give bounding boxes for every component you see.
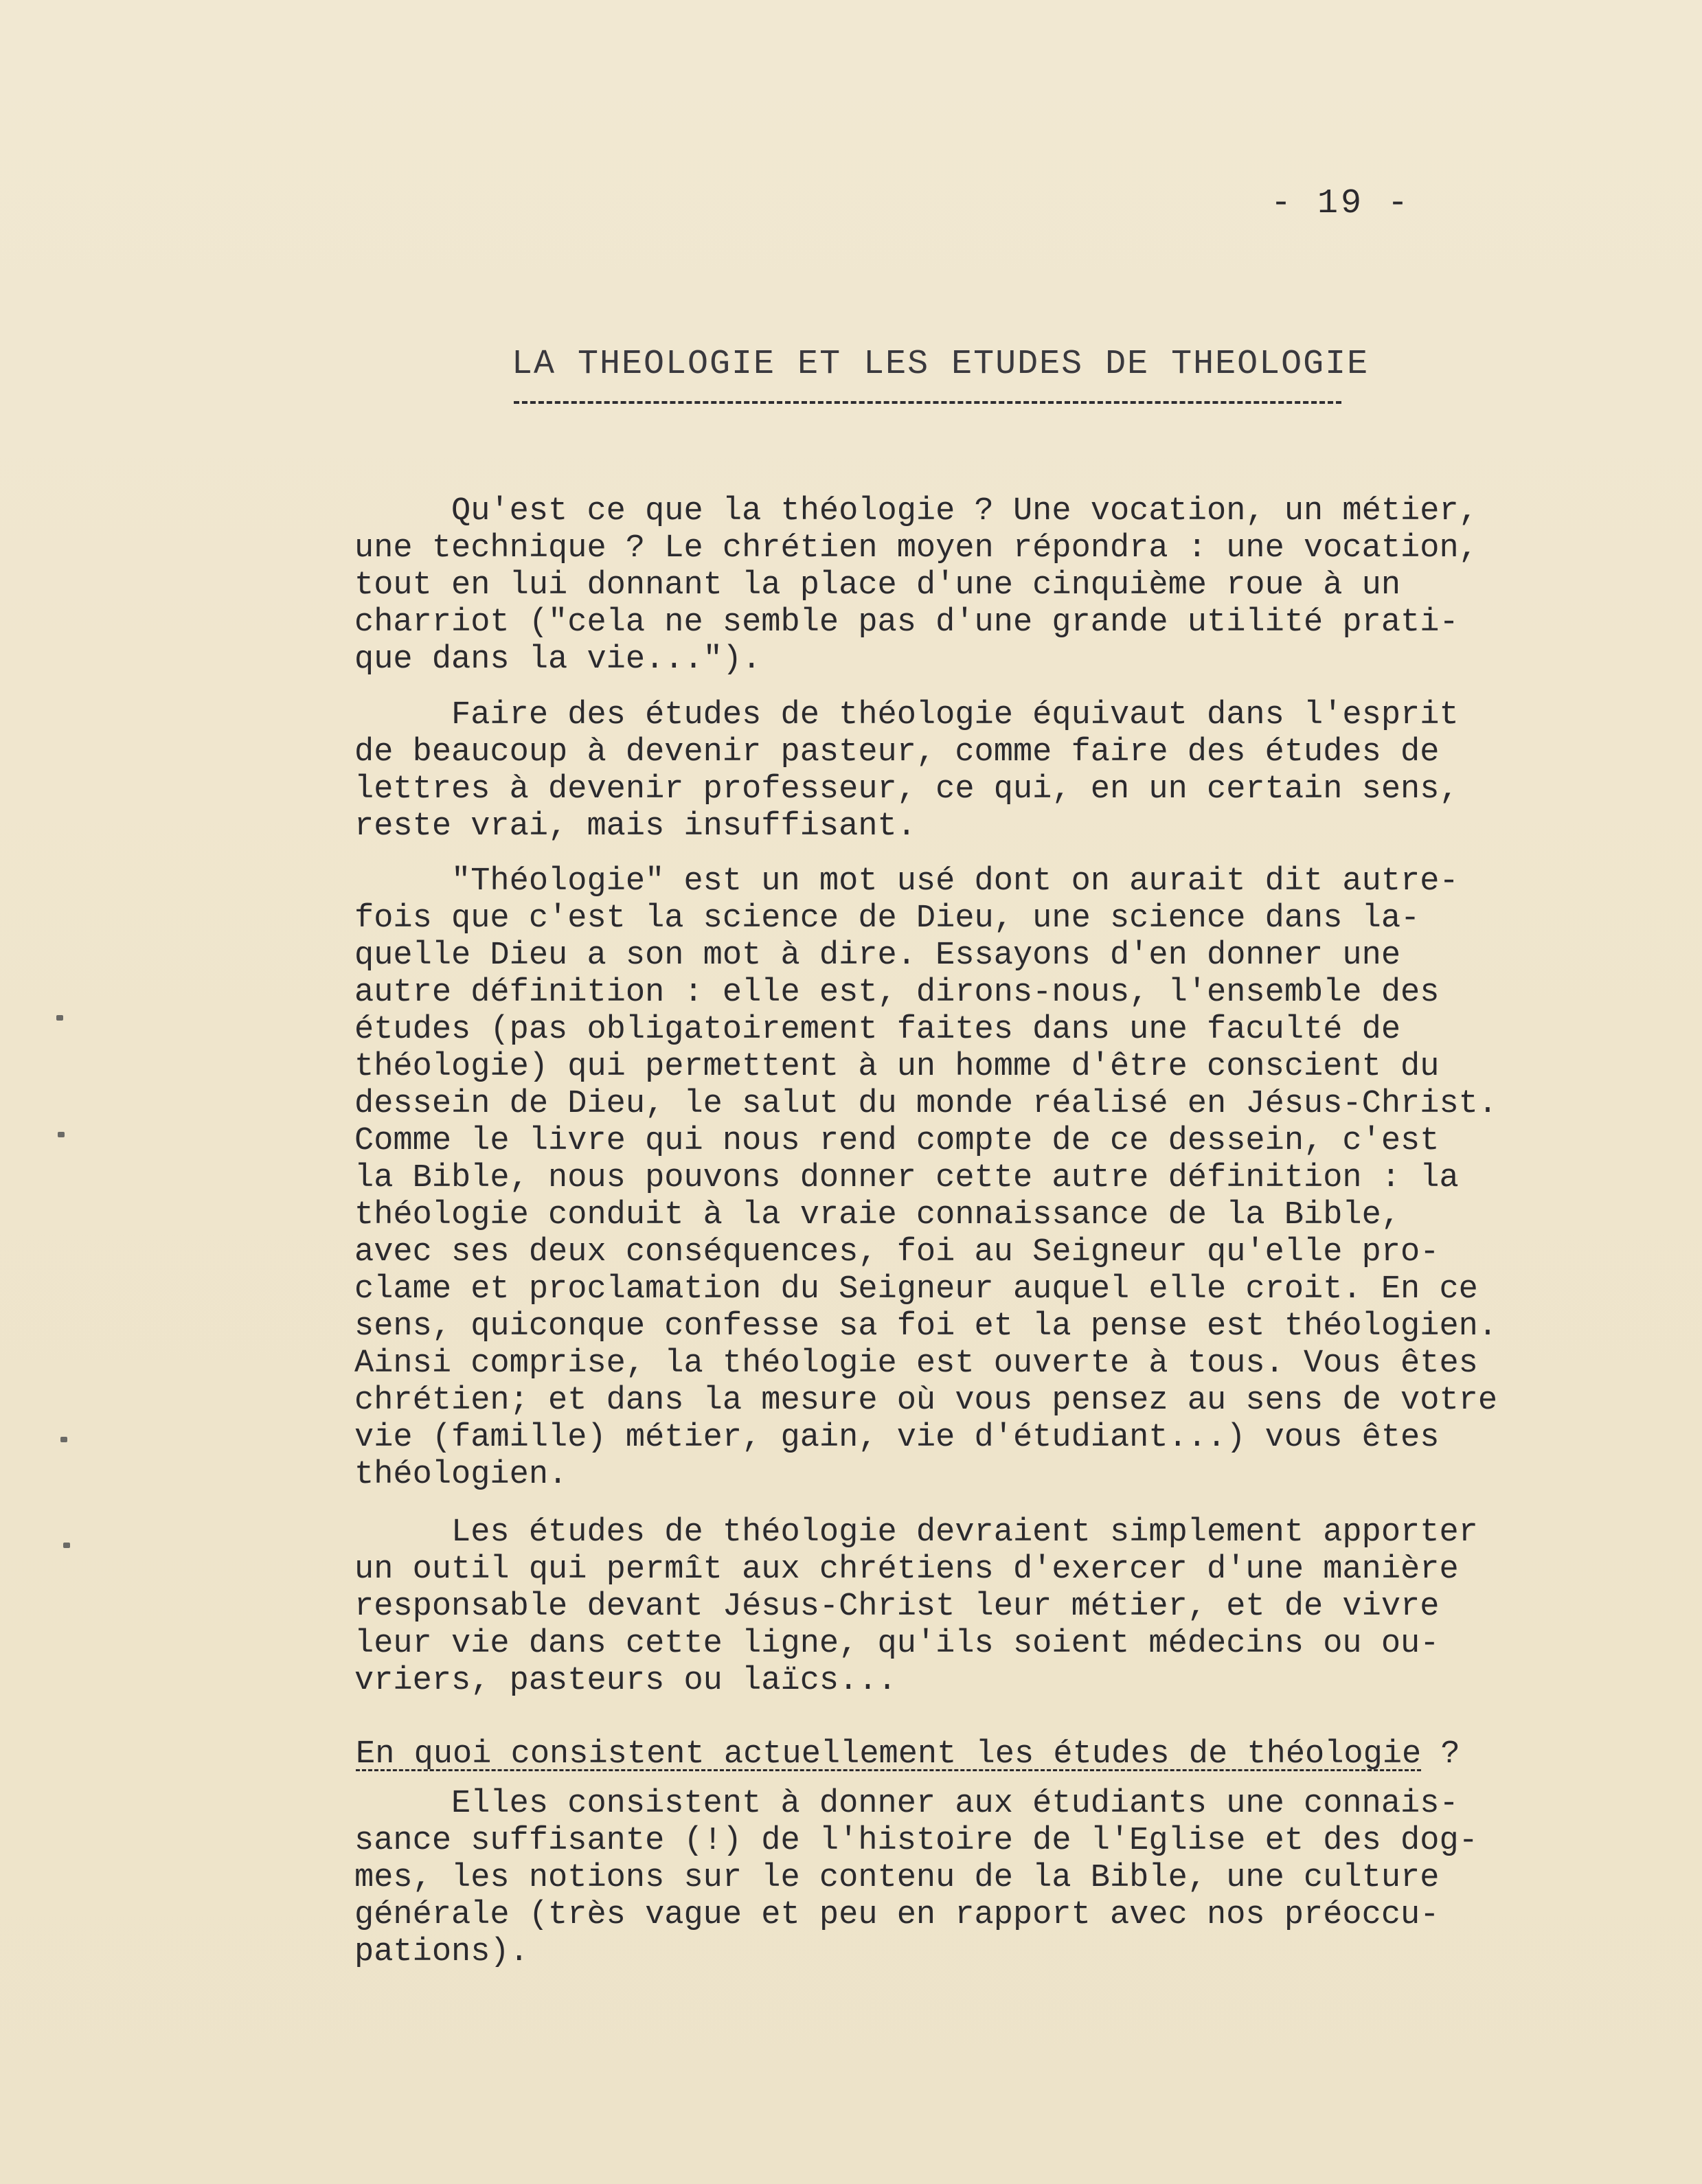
text-line: Faire des études de théologie équivaut dans l'esprit (354, 697, 1459, 733)
text-line: Ainsi comprise, la théologie est ouverte à tous. Vous êtes (354, 1345, 1478, 1382)
text-line: "Théologie" est un mot usé dont on aurait dit autre- (354, 863, 1459, 900)
text-line: théologie conduit à la vraie connaissance de la Bible, (354, 1197, 1401, 1233)
text-line: mes, les notions sur le contenu de la Bible, une culture (354, 1860, 1440, 1896)
text-line: vriers, pasteurs ou laïcs... (354, 1663, 897, 1699)
text-line: Elles consistent à donner aux étudiants une connais- (354, 1786, 1459, 1822)
section-heading-suffix: ? (1421, 1736, 1460, 1773)
text-line: une technique ? Le chrétien moyen répondra : une vocation, (354, 530, 1478, 567)
page-number: - 19 - (1271, 184, 1411, 223)
text-line: pations). (354, 1934, 529, 1970)
title-underline (514, 401, 1341, 404)
text-line: sens, quiconque confesse sa foi et la pense est théologien. (354, 1308, 1498, 1345)
margin-speck (60, 1437, 67, 1442)
text-line: chrétien; et dans la mesure où vous pensez au sens de votre (354, 1383, 1498, 1419)
text-line: Comme le livre qui nous rend compte de ce dessein, c'est (354, 1123, 1440, 1159)
paragraph-1 (354, 493, 1591, 679)
paragraph-2 (354, 697, 1591, 845)
text-line: Qu'est ce que la théologie ? Une vocation, un métier, (354, 493, 1478, 530)
margin-speck (58, 1132, 65, 1137)
text-line: reste vrai, mais insuffisant. (354, 808, 916, 845)
text-line: la Bible, nous pouvons donner cette autre définition : la (354, 1160, 1459, 1196)
text-line: charriot ("cela ne semble pas d'une grande utilité prati- (354, 604, 1459, 641)
text-line: tout en lui donnant la place d'une cinquième roue à un (354, 567, 1401, 604)
text-line: générale (très vague et peu en rapport avec nos préoccu- (354, 1897, 1440, 1933)
text-line: théologie) qui permettent à un homme d'être conscient du (354, 1049, 1440, 1085)
text-line: quelle Dieu a son mot à dire. Essayons d'en donner une (354, 937, 1401, 974)
text-line: théologien. (354, 1457, 568, 1493)
text-line: de beaucoup à devenir pasteur, comme faire des études de (354, 734, 1440, 771)
text-line: Les études de théologie devraient simplement apporter (354, 1514, 1478, 1551)
text-line: clame et proclamation du Seigneur auquel elle croit. En ce (354, 1271, 1478, 1308)
section-heading-text: En quoi consistent actuellement les études de théologie (356, 1736, 1422, 1773)
section-paragraph (354, 1786, 1591, 1971)
text-line: que dans la vie..."). (354, 641, 762, 678)
paragraph-3 (354, 863, 1591, 1494)
text-line: autre définition : elle est, dirons-nous, l'ensemble des (354, 975, 1440, 1011)
paragraph-4 (354, 1514, 1591, 1700)
text-line: vie (famille) métier, gain, vie d'étudiant...) vous êtes (354, 1420, 1440, 1456)
text-line: avec ses deux conséquences, foi au Seigneur qu'elle pro- (354, 1234, 1440, 1271)
margin-speck (56, 1015, 63, 1021)
text-line: lettres à devenir professeur, ce qui, en un certain sens, (354, 771, 1459, 808)
text-line: leur vie dans cette ligne, qu'ils soient médecins ou ou- (354, 1626, 1440, 1662)
text-line: un outil qui permît aux chrétiens d'exercer d'une manière (354, 1551, 1459, 1588)
margin-speck (63, 1543, 70, 1548)
text-line: sance suffisante (!) de l'histoire de l'Eglise et des dog- (354, 1823, 1478, 1859)
text-line: fois que c'est la science de Dieu, une science dans la- (354, 900, 1420, 937)
section-heading (356, 1736, 1460, 1773)
text-line: dessein de Dieu, le salut du monde réalisé en Jésus-Christ. (354, 1086, 1498, 1122)
text-line: responsable devant Jésus-Christ leur métier, et de vivre (354, 1589, 1440, 1625)
text-line: études (pas obligatoirement faites dans une faculté de (354, 1012, 1401, 1048)
page-title: LA THEOLOGIE ET LES ETUDES DE THEOLOGIE (512, 345, 1370, 384)
